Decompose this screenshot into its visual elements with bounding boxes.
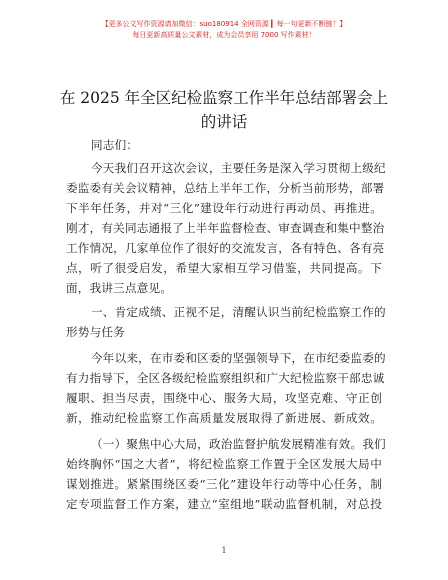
body-line: 履职、担当尽责，围绕中心、服务大局，攻坚克难、守正创 xyxy=(66,391,382,405)
promo-banner-line-2: 每日更新高质量公文素材，成为会员享用 7000 写作素材！ xyxy=(132,31,316,39)
section-heading-line: 形势与任务 xyxy=(66,325,125,339)
document-title-line-1: 在 2025 年全区纪检监察工作半年总结部署会上 xyxy=(59,89,389,107)
body-line: 工作情况，几家单位作了很好的交流发言，各有特色、各有亮 xyxy=(66,241,385,255)
body-line: 有力指导下，全区各级纪检监察组织和广大纪检监察干部忠诚 xyxy=(66,371,385,385)
body-line: 委监委有关会议精神，总结上半年工作，分析当前形势，部署 xyxy=(66,181,385,195)
body-line: 定专项监督工作方案，建立“室组地”联动监督机制，对总投 xyxy=(66,497,382,511)
promo-banner-line-1: 【更多公文写作资源请加微信：suo180914 全网资源 ▎每一句更新不断链！】 xyxy=(101,20,347,28)
body-line: 点，听了很受启发，希望大家相互学习借鉴，共同提高。下 xyxy=(66,261,382,275)
body-line: 下半年任务，并对“三化”建设年行动进行再动员、再推进。 xyxy=(66,201,382,215)
body-line: 新，推动纪检监察工作高质量发展取得了新进展、新成效。 xyxy=(66,411,382,425)
document-title-line-2: 的讲话 xyxy=(200,113,248,131)
salutation: 同志们： xyxy=(91,138,139,152)
body-line: 今年以来，在市委和区委的坚强领导下，在市纪委监委的 xyxy=(91,351,386,365)
body-line: 刚才，有关同志通报了上半年监督检查、审查调查和集中整治 xyxy=(66,221,385,235)
body-line: 始终胸怀“国之大者”，将纪检监察工作置于全区发展大局中 xyxy=(66,457,382,471)
page-number: 1 xyxy=(221,546,227,555)
body-line: 面，我讲三点意见。 xyxy=(66,281,173,295)
body-line: 今天我们召开这次会议，主要任务是深入学习贯彻上级纪 xyxy=(91,161,386,175)
body-line: 谋划推进。紧紧围绕区委“三化”建设年行动等中心任务，制 xyxy=(66,477,382,491)
subsection-line: （一）聚焦中心大局，政治监督护航发展精准有效。我们 xyxy=(91,437,386,451)
section-heading-line: 一、肯定成绩、正视不足，清醒认识当前纪检监察工作的 xyxy=(91,305,386,319)
